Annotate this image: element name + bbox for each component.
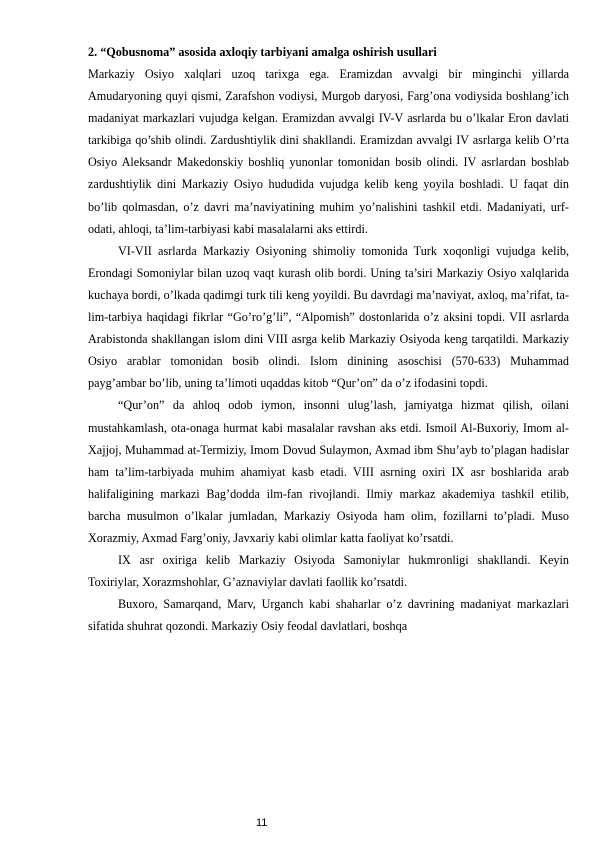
paragraph-2: VI-VII asrlarda Markaziy Osiyoning shimoliy tomonida Turk xoqonligi vujudga kelib, Erondagi Somoniylar bilan uzoq vaqt kurash olib bordi. Uning ta’siri Markaziy Osiyo xalqlarida kuchaya bordi, o’lkada qadimgi turk tili keng yoyildi. Bu davrdagi ma’naviyat, axloq, ma’rifat, ta-lim-tarbiya haqidagi fikrlar “Go’ro’g’li”, “Alpomish” dostonlarida o’z aksini topdi. VII asrlarda Arabistonda shakllangan islom dini VIII asrga kelib Markaziy Osiyoda keng tarqatildi. Markaziy Osiyo arablar tomonidan bosib olindi. Islom dinining asoschisi (570-633) Muhammad payg’ambar bo’lib, uning ta’limoti uqaddas kitob “Qur’on” da o’z ifodasini topdi. [88, 243, 569, 391]
section-heading: 2. “Qobusnoma” asosida axloqiy tarbiyani amalga oshirish usullari [88, 45, 437, 59]
paragraph-5: Buxoro, Samarqand, Marv, Urganch kabi shaharlar o’z davrining madaniyat markazlari sifatida shuhrat qozondi. Markaziy Osiy feodal davlatlari, boshqa [88, 597, 569, 634]
document-page [88, 41, 569, 637]
paragraph-4: IX asr oxiriga kelib Markaziy Osiyoda Samoniylar hukmronligi shakllandi. Keyin Toxiriylar, Xorazmshohlar, G’aznaviylar davlati faollik ko’rsatdi. [88, 553, 569, 590]
paragraph-3: “Qur’on” da ahloq odob iymon, insonni ulug’lash, jamiyatga hizmat qilish, oilani mustahkamlash, ota-onaga hurmat kabi masalalar ravshan aks etdi. Ismoil Al-Buxoriy, Imom al-Xajjoj, Muhammad at-Termiziy, Imom Dovud Sulaymon, Axmad ibm Shu’ayb to’plagan hadislar ham ta’lim-tarbiyada muhim ahamiyat kasb etadi. VIII asrning oxiri IX asr boshlarida arab halifaligining markazi Bag’dodda ilm-fan rivojlandi. Ilmiy markaz akademiya tashkil etilib, barcha musulmon o’lkalar jumladan, Markaziy Osiyoda ham olim, fozillarni to’pladi. Muso Xorazmiy, Axmad Farg’oniy, Javxariy kabi olimlar katta faoliyat ko’rsatdi. [88, 398, 569, 545]
page-number: 11 [256, 817, 268, 829]
paragraph-1: Markaziy Osiyo xalqlari uzoq tarixga ega. Eramizdan avvalgi bir minginchi yillarda Amudaryoning quyi qismi, Zarafshon vodiysi, Murgob daryosi, Farg’ona vodiysida boshlang’ich madaniyat markazlari vujudga kelgan. Eramizdan avvalgi IV-V asrlarda bu o’lkalar Eron davlati tarkibiga qo’shib olindi. Zardushtiylik dini shakllandi. Eramizdan avvalgi IV asrlarga kelib O’rta Osiyo Aleksandr Makedonskiy boshliq yunonlar tomonidan bosib olindi. IV asrlardan boshlab zardushtiylik dini Markaziy Osiyo hududida vujudga kelib keng yoyila boshladi. U faqat din bo’lib qolmasdan, o’z davri ma’naviyatining muhim yo’nalishini tashkil etdi. Madaniyati, urf-odati, ahloqi, ta’lim-tarbiyasi kabi masalalarni aks ettirdi. [88, 67, 569, 236]
